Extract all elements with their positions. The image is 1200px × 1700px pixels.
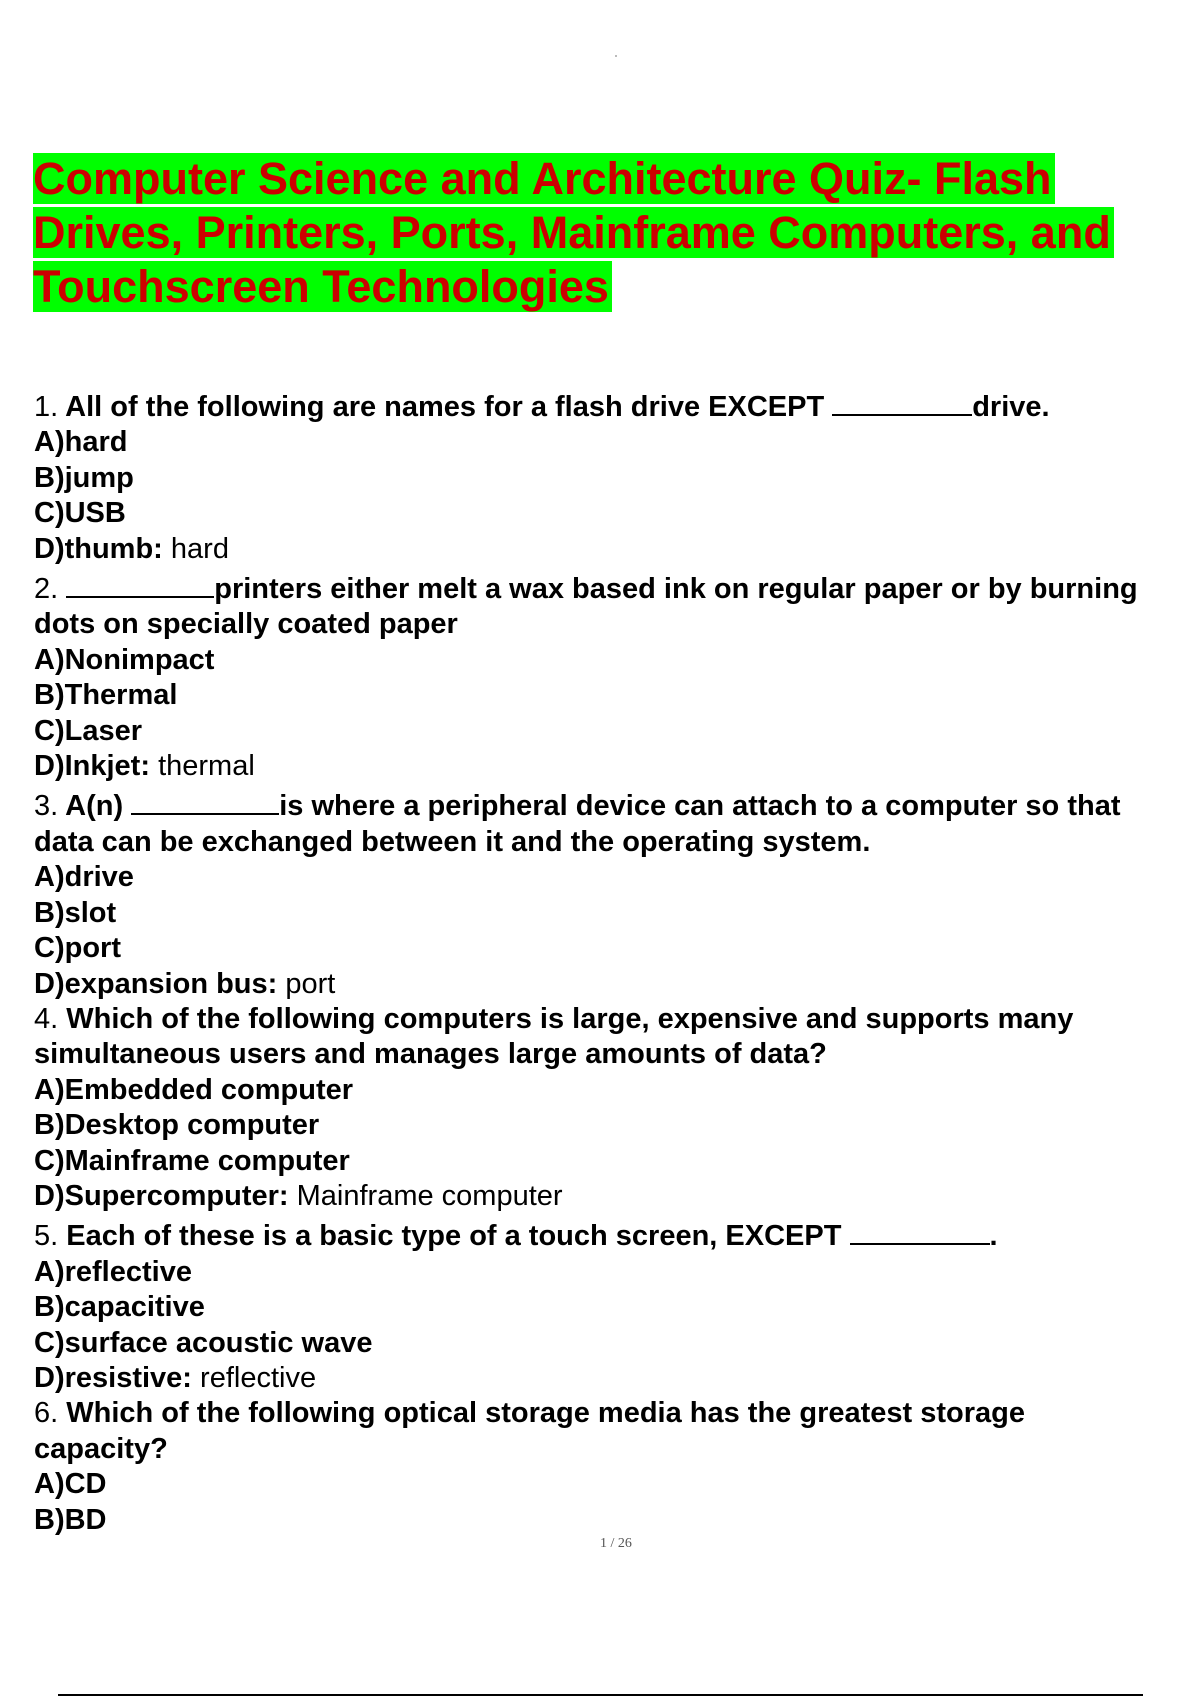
option-d: D)expansion bus: port bbox=[34, 967, 336, 1000]
option-c: C)Laser bbox=[34, 714, 142, 747]
page-number: 1 / 26 bbox=[600, 1536, 632, 1551]
answer-blank bbox=[850, 1214, 990, 1245]
option-b: B)capacitive bbox=[34, 1291, 205, 1324]
option-b: B)Thermal bbox=[34, 679, 178, 712]
option-b: B)jump bbox=[34, 461, 134, 494]
answer-blank bbox=[131, 784, 279, 815]
option-a: A)reflective bbox=[34, 1255, 192, 1288]
option-a: A)hard bbox=[34, 426, 128, 459]
footer-rule bbox=[58, 1694, 1143, 1696]
answer-blank bbox=[832, 385, 972, 416]
question-number: 1. bbox=[34, 391, 59, 423]
option-d: D)resistive: reflective bbox=[34, 1361, 317, 1394]
question-text-cont: is where a peripheral device can attach to a computer so that bbox=[279, 790, 1121, 823]
question-3-stem-cont: data can be exchanged between it and the operating system. bbox=[34, 825, 871, 858]
question-number: 6. bbox=[34, 1397, 59, 1430]
question-text: Which of the following optical storage media has the greatest storage bbox=[66, 1397, 1026, 1430]
question-2-stem-cont: dots on specially coated paper bbox=[34, 608, 458, 641]
question-number: 5. bbox=[34, 1220, 59, 1253]
correct-answer: reflective bbox=[200, 1361, 317, 1394]
question-2-stem bbox=[34, 567, 1194, 607]
question-4-stem bbox=[34, 1002, 1194, 1037]
page-title: Computer Science and Architecture Quiz- Flash Drives, Printers, Ports, Mainframe Computers, and Touchscreen Technologies bbox=[33, 152, 1153, 314]
correct-answer: port bbox=[285, 967, 336, 1000]
question-number: 3. bbox=[34, 790, 59, 823]
question-text-end: . bbox=[989, 1220, 998, 1253]
quiz-body bbox=[34, 385, 1194, 1538]
correct-answer: thermal bbox=[158, 750, 255, 783]
option-a: A)drive bbox=[34, 861, 134, 894]
option-b: B)slot bbox=[34, 896, 117, 929]
option-c: C)surface acoustic wave bbox=[34, 1326, 373, 1359]
question-5-stem bbox=[34, 1214, 1194, 1254]
question-6-stem bbox=[34, 1396, 1194, 1431]
option-b: B)Desktop computer bbox=[34, 1109, 320, 1142]
option-a: A)Embedded computer bbox=[34, 1073, 354, 1106]
correct-answer: hard bbox=[170, 532, 229, 565]
option-d: D)Inkjet: thermal bbox=[34, 750, 255, 783]
question-4-stem-cont: simultaneous users and manages large amounts of data? bbox=[34, 1038, 827, 1071]
correct-answer: Mainframe computer bbox=[296, 1179, 563, 1212]
option-b: B)BD bbox=[34, 1503, 107, 1536]
scan-speck bbox=[615, 55, 617, 57]
option-d: D)thumb: hard bbox=[34, 532, 229, 565]
question-number: 2. bbox=[34, 573, 59, 606]
question-text: printers either melt a wax based ink on regular paper or by burning bbox=[214, 573, 1138, 606]
question-text: All of the following are names for a flash drive EXCEPT bbox=[65, 391, 825, 423]
option-a: A)CD bbox=[34, 1468, 107, 1501]
question-text: A(n) bbox=[65, 790, 124, 823]
question-number: 4. bbox=[34, 1002, 59, 1035]
option-c: C)port bbox=[34, 932, 121, 965]
answer-blank bbox=[66, 567, 214, 598]
question-6-stem-cont: capacity? bbox=[34, 1432, 168, 1465]
question-text: Each of these is a basic type of a touch screen, EXCEPT bbox=[66, 1220, 842, 1253]
question-text: Which of the following computers is large, expensive and supports many bbox=[66, 1002, 1074, 1035]
option-c: C)USB bbox=[34, 497, 126, 530]
question-text-end: drive. bbox=[972, 391, 1050, 423]
question-1-stem bbox=[34, 385, 1194, 425]
option-d: D)Supercomputer: Mainframe computer bbox=[34, 1179, 563, 1212]
question-3-stem bbox=[34, 784, 1194, 824]
option-a: A)Nonimpact bbox=[34, 643, 215, 676]
option-c: C)Mainframe computer bbox=[34, 1144, 350, 1177]
